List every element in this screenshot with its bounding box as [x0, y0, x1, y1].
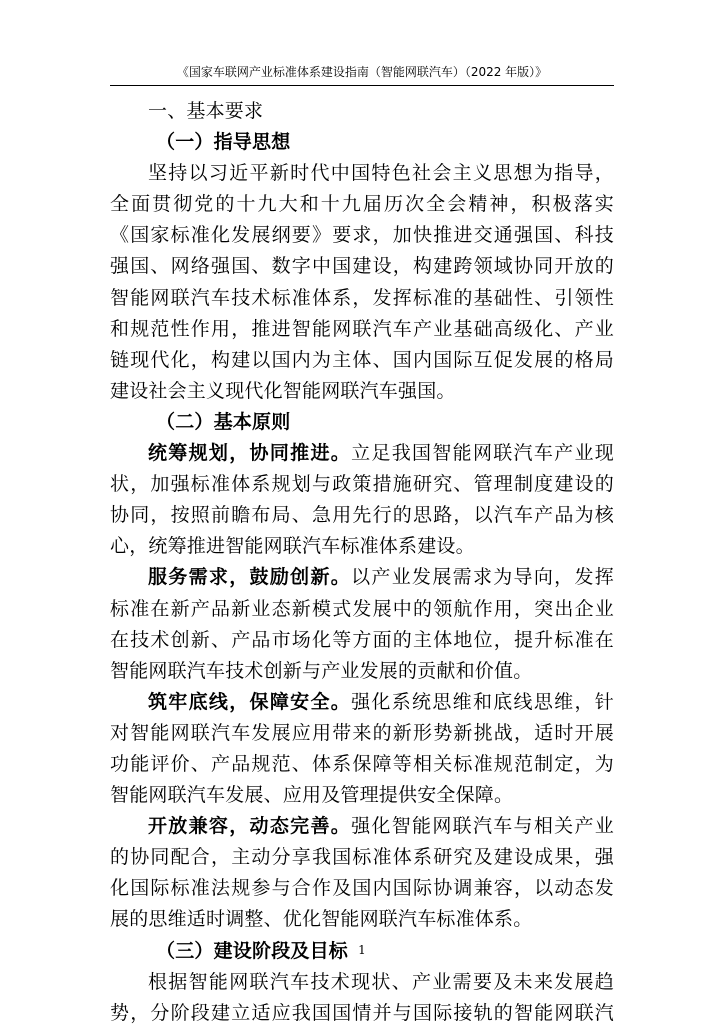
paragraph-line: 标准在新产品新业态新模式发展中的领航作用，突出企业: [110, 597, 614, 620]
paragraph-line: 化国际标准法规参与合作及国内国际协调兼容，以动态发: [110, 877, 614, 900]
paragraph-line: 《国家标准化发展纲要》要求，加快推进交通强国、科技: [110, 224, 614, 247]
section-heading: 一、基本要求: [148, 100, 264, 122]
paragraph-text: 立足我国智能网联汽车产业现: [351, 442, 614, 465]
document-body: [110, 96, 614, 1029]
paragraph-line: 智能网联汽车发展、应用及管理提供安全保障。: [110, 784, 514, 807]
paragraph-text: 强化系统思维和底线思维，针: [351, 690, 614, 713]
paragraph-first-line: [110, 687, 614, 718]
paragraph-line: 根据智能网联汽车技术现状、产业需要及未来发展趋: [148, 970, 614, 993]
header-divider: [110, 85, 614, 86]
paragraph-line: 全面贯彻党的十九大和十九届历次全会精神，积极落实: [110, 193, 614, 216]
paragraph-line: 心，统筹推进智能网联汽车标准体系建设。: [110, 535, 475, 558]
running-header: 《国家车联网产业标准体系建设指南（智能网联汽车）（2022 年版）》: [176, 65, 548, 79]
paragraph-line: 展的思维适时调整、优化智能网联汽车标准体系。: [110, 908, 533, 931]
subsection-heading-construction-stages: （三）建设阶段及目标: [156, 939, 349, 962]
subsection-heading-guiding-ideology: （一）指导思想: [156, 131, 291, 154]
principle-lead: 筑牢底线，保障安全。: [148, 690, 352, 713]
principle-lead: 开放兼容，动态完善。: [148, 815, 352, 838]
paragraph-line: 功能评价、产品规范、体系保障等相关标准规范制定，为: [110, 752, 614, 775]
subsection-heading-basic-principles: （二）基本原则: [156, 410, 291, 433]
paragraph-line: 状，加强标准体系规划与政策措施研究、管理制度建设的: [110, 473, 614, 496]
paragraph-line: 链现代化，构建以国内为主体、国内国际互促发展的格局: [110, 348, 614, 371]
paragraph-first-line: [110, 811, 614, 842]
paragraph-line: 协同，按照前瞻布局、急用先行的思路，以汽车产品为核: [110, 504, 614, 527]
paragraph-line: 建设社会主义现代化智能网联汽车强国。: [110, 379, 456, 402]
page-number: 1: [358, 943, 366, 957]
paragraph-line: 在技术创新、产品市场化等方面的主体地位，提升标准在: [110, 628, 614, 651]
paragraph-line: 的协同配合，主动分享我国标准体系研究及建设成果，强: [110, 846, 614, 869]
paragraph-first-line: [110, 438, 614, 469]
paragraph-line: 坚持以习近平新时代中国特色社会主义思想为指导，: [148, 162, 614, 185]
paragraph-first-line: [110, 562, 614, 593]
paragraph-line: 强国、网络强国、数字中国建设，构建跨领域协同开放的: [110, 255, 614, 278]
paragraph-line: 势，分阶段建立适应我国国情并与国际接轨的智能网联汽: [110, 1001, 614, 1024]
paragraph-line: 对智能网联汽车发展应用带来的新形势新挑战，适时开展: [110, 721, 614, 744]
paragraph-line: 智能网联汽车技术标准体系，发挥标准的基础性、引领性: [110, 286, 614, 309]
paragraph-line: 和规范性作用，推进智能网联汽车产业基础高级化、产业: [110, 317, 614, 340]
paragraph-text: 以产业发展需求为导向，发挥: [351, 566, 614, 589]
principle-lead: 服务需求，鼓励创新。: [148, 566, 352, 589]
paragraph-text: 强化智能网联汽车与相关产业: [351, 815, 614, 838]
paragraph-line: 智能网联汽车技术创新与产业发展的贡献和价值。: [110, 659, 533, 682]
principle-lead: 统筹规划，协同推进。: [148, 442, 352, 465]
